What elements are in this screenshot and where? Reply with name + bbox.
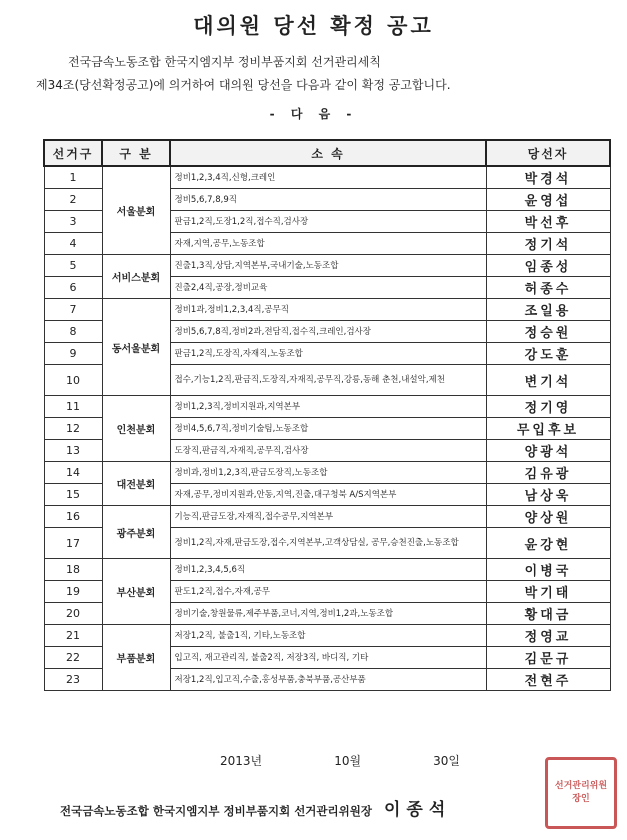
district-number: 6 [44, 277, 102, 299]
elected-name: 김유광 [486, 462, 610, 484]
district-number: 9 [44, 343, 102, 365]
elected-name: 남상욱 [486, 484, 610, 506]
elected-name: 전현주 [486, 669, 610, 691]
footer-org: 전국금속노동조합 한국지엠지부 정비부품지회 선거관리위원장 [60, 804, 372, 818]
elected-name: 이병국 [486, 559, 610, 581]
elected-name: 정승원 [486, 321, 610, 343]
subheading: - 다 음 - [269, 107, 358, 121]
district-number: 17 [44, 528, 102, 559]
affiliation-cell: 정비기술,창원물류,제주부품,코너,지역,정비1,2과,노동조합 [170, 603, 486, 625]
elected-name: 정기영 [486, 396, 610, 418]
division-name: 서울분회 [102, 166, 170, 255]
official-seal-stamp [545, 757, 617, 829]
district-number: 11 [44, 396, 102, 418]
affiliation-cell: 저장1,2직,입고직,수출,홍성부품,충북부품,공산부품 [170, 669, 486, 691]
district-number: 2 [44, 189, 102, 211]
affiliation-cell: 저장1,2직, 불출1직, 기타,노동조합 [170, 625, 486, 647]
affiliation-cell: 정비1,2,3,4직,신형,크레인 [170, 166, 486, 189]
table-row [44, 559, 610, 581]
affiliation-cell: 정비5,6,7,8직,정비2과,전담직,접수직,크레인,검사장 [170, 321, 486, 343]
affiliation-cell: 진출1,3직,상담,지역본부,국내기술,노동조합 [170, 255, 486, 277]
header-district: 선거구 [44, 140, 102, 166]
affiliation-cell: 자재,공무,정비지원과,안동,지역,진출,대구청북 A/S지역본부 [170, 484, 486, 506]
affiliation-cell: 정비1,2,3,4,5,6직 [170, 559, 486, 581]
affiliation-cell: 도장직,판금직,자재직,공무직,검사장 [170, 440, 486, 462]
affiliation-cell: 정비1과,정비1,2,3,4직,공무직 [170, 299, 486, 321]
results-table [43, 139, 611, 691]
table-row [44, 462, 610, 484]
district-number: 15 [44, 484, 102, 506]
table-row [44, 255, 610, 277]
district-number: 1 [44, 166, 102, 189]
affiliation-cell: 정비4,5,6,7직,정비기술팀,노동조합 [170, 418, 486, 440]
seal-text: 선거관리위원장인 [554, 781, 608, 804]
division-name: 부품분회 [102, 625, 170, 691]
elected-name: 강도훈 [486, 343, 610, 365]
affiliation-cell: 자재,지역,공무,노동조합 [170, 233, 486, 255]
affiliation-cell: 판도1,2직,접수,자재,공무 [170, 581, 486, 603]
affiliation-cell: 입고직, 재고관리직, 불출2직, 저장3직, 바디직, 기타 [170, 647, 486, 669]
elected-name: 무입후보 [486, 418, 610, 440]
district-number: 14 [44, 462, 102, 484]
division-name: 부산분회 [102, 559, 170, 625]
district-number: 23 [44, 669, 102, 691]
affiliation-cell: 접수,기능1,2직,판금직,도장직,자재직,공무직,강릉,동해 춘천,내설악,제천 [170, 365, 486, 396]
date-day: 30일 [433, 754, 460, 768]
header-division: 구 분 [102, 140, 170, 166]
affiliation-cell: 판금1,2직,도장1,2직,접수직,검사장 [170, 211, 486, 233]
date-month: 10월 [334, 754, 362, 768]
affiliation-cell: 기능직,판금도장,자재직,접수공무,지역본부 [170, 506, 486, 528]
table-body [44, 166, 610, 691]
elected-name: 양상원 [486, 506, 610, 528]
district-number: 3 [44, 211, 102, 233]
table-row [44, 396, 610, 418]
elected-name: 정기석 [486, 233, 610, 255]
division-name: 인천분회 [102, 396, 170, 462]
footer-signature [60, 795, 451, 820]
intro-line-2: 제34조(당선확정공고)에 의거하여 대의원 당선을 다음과 같이 확정 공고합니다. [36, 78, 451, 92]
affiliation-cell: 판금1,2직,도장직,자재직,노동조합 [170, 343, 486, 365]
elected-name: 조일용 [486, 299, 610, 321]
affiliation-cell: 정비과,정비1,2,3직,판금도장직,노동조합 [170, 462, 486, 484]
district-number: 22 [44, 647, 102, 669]
page-title: 대의원 당선 확정 공고 [193, 13, 434, 38]
elected-name: 윤강현 [486, 528, 610, 559]
table-row [44, 625, 610, 647]
district-number: 13 [44, 440, 102, 462]
district-number: 16 [44, 506, 102, 528]
elected-name: 박경석 [486, 166, 610, 189]
elected-name: 김문규 [486, 647, 610, 669]
division-name: 대전분회 [102, 462, 170, 506]
district-number: 19 [44, 581, 102, 603]
elected-name: 윤영섭 [486, 189, 610, 211]
elected-name: 박선후 [486, 211, 610, 233]
footer-chief-name: 이종석 [383, 800, 452, 820]
district-number: 7 [44, 299, 102, 321]
district-number: 5 [44, 255, 102, 277]
table-row [44, 166, 610, 189]
date-year: 2013년 [220, 754, 263, 768]
division-name: 광주분회 [102, 506, 170, 559]
affiliation-cell: 정비5,6,7,8,9직 [170, 189, 486, 211]
elected-name: 변기석 [486, 365, 610, 396]
district-number: 4 [44, 233, 102, 255]
district-number: 18 [44, 559, 102, 581]
affiliation-cell: 정비1,2,3직,정비지원과,지역본부 [170, 396, 486, 418]
elected-name: 정영교 [486, 625, 610, 647]
division-name: 동서울분회 [102, 299, 170, 396]
table-header-row [44, 140, 610, 166]
issue-date [220, 752, 460, 769]
affiliation-cell: 진출2,4직,공장,정비교육 [170, 277, 486, 299]
district-number: 10 [44, 365, 102, 396]
intro-line-1: 전국금속노동조합 한국지엠지부 정비부품지회 선거관리세칙 [68, 55, 381, 69]
elected-name: 황대금 [486, 603, 610, 625]
elected-name: 허종수 [486, 277, 610, 299]
district-number: 8 [44, 321, 102, 343]
district-number: 12 [44, 418, 102, 440]
table-row [44, 506, 610, 528]
elected-name: 양광석 [486, 440, 610, 462]
header-elected: 당선자 [486, 140, 610, 166]
division-name: 서비스분회 [102, 255, 170, 299]
affiliation-cell: 정비1,2직,자재,판금도장,접수,지역본부,고객상담실, 공무,승천진출,노동조합 [170, 528, 486, 559]
header-affiliation: 소 속 [170, 140, 486, 166]
table-row [44, 299, 610, 321]
elected-name: 임종성 [486, 255, 610, 277]
district-number: 20 [44, 603, 102, 625]
elected-name: 박기태 [486, 581, 610, 603]
district-number: 21 [44, 625, 102, 647]
